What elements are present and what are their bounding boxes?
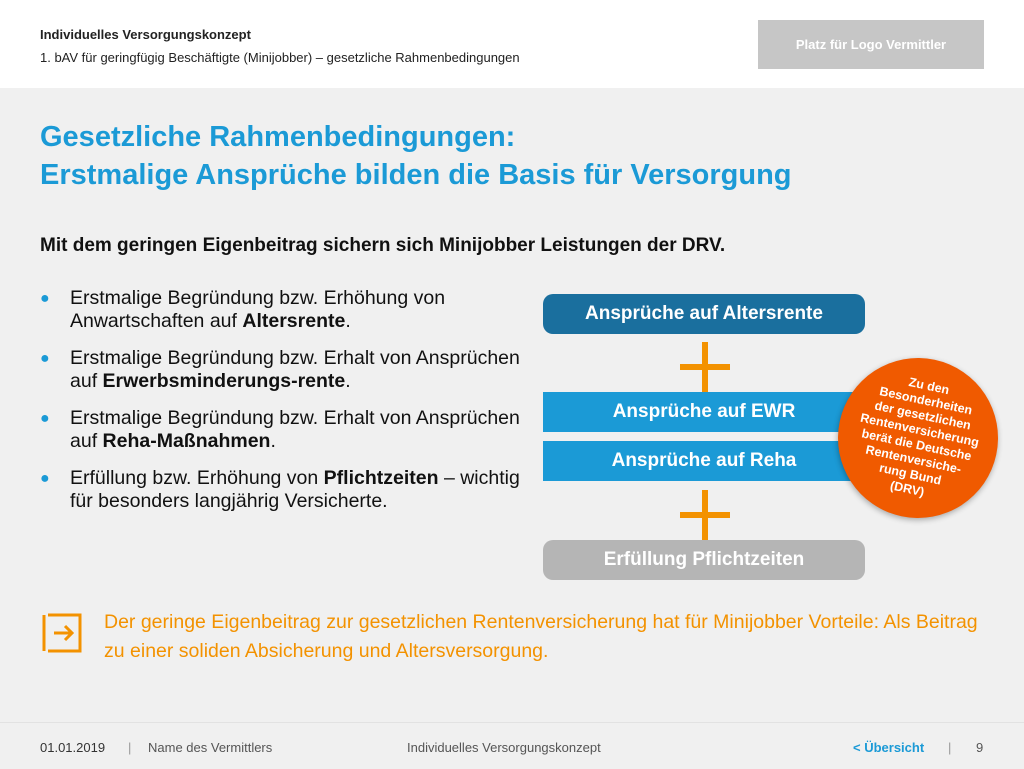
footer-date: 01.01.2019 bbox=[40, 740, 106, 755]
logo-placeholder: Platz für Logo Vermittler bbox=[758, 20, 984, 69]
footer-separator: | bbox=[948, 740, 952, 755]
drv-badge: Zu den Besonderheiten der gesetzlichen Rentenversicherung berät die Deutsche Rentenversiche- rung Bund (DRV) bbox=[823, 343, 1013, 533]
page-number: 9 bbox=[976, 740, 984, 755]
note-text: Der geringe Eigenbeitrag zur gesetzlichen Rentenversicherung hat für Minijobber Vorteile: Als Beitrag zu einer soliden Absicherung und Altersversorgung. bbox=[104, 611, 978, 662]
header-title: Individuelles Versorgungskonzept bbox=[40, 27, 251, 42]
bullet-list bbox=[40, 287, 530, 527]
footer-konzept: Individuelles Versorgungskonzept bbox=[407, 740, 601, 755]
bullet-dot-icon: ● bbox=[40, 290, 50, 307]
slide-subtitle: Mit dem geringen Eigenbeitrag sichern sich Minijobber Leistungen der DRV. bbox=[40, 235, 726, 256]
footer-separator: | bbox=[128, 740, 132, 755]
uebersicht-link[interactable]: < Übersicht bbox=[853, 740, 925, 755]
bullet-dot-icon: ● bbox=[40, 350, 50, 367]
bullet-item: ● Erfüllung bzw. Erhöhung von Pflichtzeiten – wichtig für besonders langjährig Versicherte. bbox=[40, 467, 520, 512]
bullet-dot-icon: ● bbox=[40, 470, 50, 487]
plus-icon bbox=[680, 490, 730, 540]
box-ewr: Ansprüche auf EWR bbox=[543, 392, 865, 432]
box-altersrente: Ansprüche auf Altersrente bbox=[543, 294, 865, 334]
arrow-right-box-icon bbox=[40, 611, 84, 655]
header-subtitle: 1. bAV für geringfügig Beschäftigte (Minijobber) – gesetzliche Rahmenbedingungen bbox=[40, 50, 520, 65]
plus-icon bbox=[680, 342, 730, 392]
slide-title-line2: Erstmalige Ansprüche bilden die Basis für Versorgung bbox=[40, 159, 792, 191]
slide-title-line1: Gesetzliche Rahmenbedingungen: bbox=[40, 121, 516, 153]
bullet-item: ● Erstmalige Begründung bzw. Erhöhung von Anwartschaften auf Altersrente. bbox=[40, 287, 446, 332]
box-reha: Ansprüche auf Reha bbox=[543, 441, 865, 481]
bullet-dot-icon: ● bbox=[40, 410, 50, 427]
bullet-item: ● Erstmalige Begründung bzw. Erhalt von Ansprüchen auf Erwerbsminderungs-rente. bbox=[40, 347, 520, 392]
footer-vermittler: Name des Vermittlers bbox=[148, 740, 273, 755]
bullet-item: ● Erstmalige Begründung bzw. Erhalt von Ansprüchen auf Reha-Maßnahmen. bbox=[40, 407, 520, 452]
slide-title bbox=[40, 118, 792, 194]
box-pflichtzeiten: Erfüllung Pflichtzeiten bbox=[543, 540, 865, 580]
footer bbox=[0, 722, 1024, 769]
header bbox=[0, 0, 1024, 88]
